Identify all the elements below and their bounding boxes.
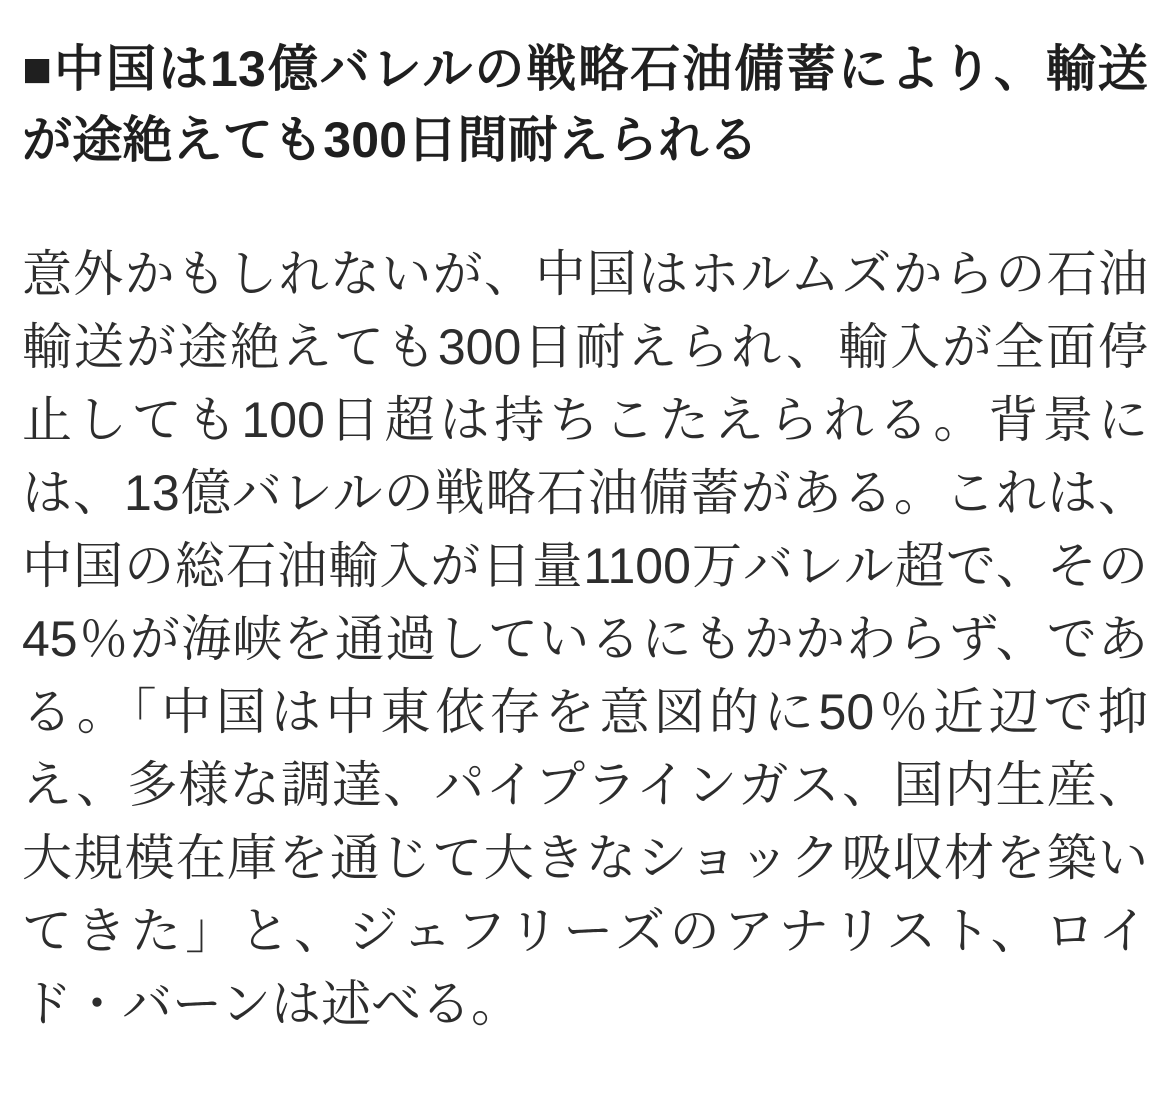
section-bullet-icon: ■ [22, 41, 55, 97]
body-paragraph: 意外かもしれないが、中国はホルムズからの石油輸送が途絶えても300日耐えられ、輸入が全面停止しても100日超は持ちこたえられる。背景には、13億バレルの戦略石油備蓄がある。これは、中国の総石油輸入が日量1100万バレル超で、その45％が海峡を通過しているにもかかわらず、である。「中国は中東依存を意図的に50％近辺で抑え、多様な調達、パイプラインガス、国内生産、大規模在庫を通じて大きなショック吸収材を築いてきた」と、ジェフリーズのアナリスト、ロイド・バーンは述べる。 [22, 246, 1149, 1032]
page-title [22, 34, 1148, 176]
heading-body-spacer [22, 176, 1148, 238]
page-title-text: 中国は13億バレルの戦略石油備蓄により、輸送が途絶えても300日間耐えられる [22, 41, 1148, 168]
